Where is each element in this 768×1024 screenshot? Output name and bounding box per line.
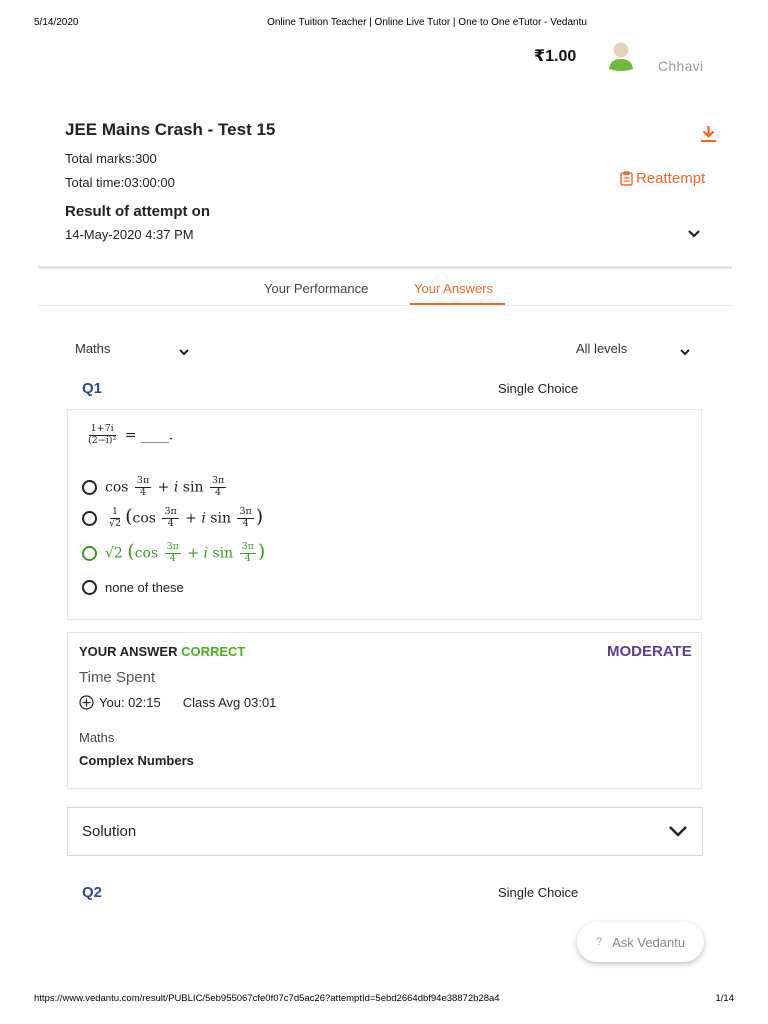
print-date: 5/14/2020 — [34, 17, 79, 28]
result-heading: Result of attempt on — [65, 203, 210, 220]
ask-vedantu-label: Ask Vedantu — [612, 934, 686, 950]
chevron-down-icon[interactable] — [668, 825, 688, 838]
clipboard-icon — [620, 171, 633, 186]
chevron-down-icon[interactable] — [679, 348, 691, 357]
subject-filter[interactable]: Maths — [75, 341, 111, 356]
section-divider — [38, 266, 732, 269]
time-spent-label: Time Spent — [79, 669, 156, 686]
test-title: JEE Mains Crash - Test 15 — [65, 120, 276, 139]
solution-label: Solution — [82, 823, 137, 840]
topic-label: Complex Numbers — [79, 753, 194, 768]
option-3-correct[interactable]: √2 (cos $\frac{3\pi}{4}$ + i sin $\frac{3\pi}{4}$ ) — [82, 542, 265, 565]
radio-button[interactable] — [82, 546, 97, 561]
your-answer-label: YOUR ANSWER — [79, 644, 178, 659]
reattempt-label: Reattempt — [636, 170, 706, 187]
difficulty-badge: MODERATE — [607, 643, 692, 660]
radio-button[interactable] — [82, 480, 97, 495]
question-number: Q1 — [82, 380, 103, 397]
question-type: Single Choice — [498, 381, 579, 396]
user-name[interactable]: Chhavi — [658, 58, 704, 74]
answer-status-badge: CORRECT — [181, 644, 246, 659]
download-icon[interactable] — [700, 125, 717, 143]
option-4[interactable] — [82, 580, 184, 595]
reattempt-button[interactable] — [620, 170, 705, 187]
print-page-title: Online Tuition Teacher | Online Live Tutor | One to One eTutor - Vedantu — [267, 17, 587, 28]
tab-your-performance[interactable]: Your Performance — [264, 281, 369, 296]
chevron-down-icon[interactable] — [686, 228, 702, 240]
print-url: https://www.vedantu.com/result/PUBLIC/5eb955067cfe0f07c7d5ac26?attemptId=5ebd2664dbf94e38872b28a4 — [34, 993, 500, 1004]
your-time: You: 02:15 — [99, 695, 161, 710]
option-1[interactable]: cos $\frac{3\pi}{4}$ + i sin $\frac{3\pi}{4}$ — [82, 476, 228, 499]
option-2[interactable]: $\frac{1}{√2}$ (cos $\frac{3\pi}{4}$ + i sin $\frac{3\pi}{4}$ ) — [82, 507, 263, 530]
class-average-time: Class Avg 03:01 — [182, 695, 277, 710]
plus-circle-icon — [79, 695, 94, 710]
question-type: Single Choice — [498, 885, 579, 900]
stem-numerator: 1+7i — [90, 423, 114, 434]
time-row — [79, 695, 276, 710]
tabs-divider — [38, 305, 732, 306]
stem-fraction — [86, 424, 118, 447]
question-number: Q2 — [82, 884, 103, 901]
tab-your-answers[interactable]: Your Answers — [414, 281, 494, 296]
result-date: 14-May-2020 4:37 PM — [65, 227, 194, 242]
avatar[interactable] — [606, 40, 636, 72]
option-4-label: none of these — [105, 580, 184, 595]
total-marks: Total marks:300 — [65, 151, 157, 166]
question-stem — [84, 424, 173, 447]
print-header — [0, 17, 768, 31]
your-answer-status — [79, 644, 245, 659]
stem-tail: = ____. — [124, 427, 174, 444]
radio-button[interactable] — [82, 580, 97, 595]
level-filter[interactable]: All levels — [576, 341, 628, 356]
solution-accordion[interactable] — [67, 807, 703, 856]
chevron-down-icon[interactable] — [178, 348, 190, 357]
total-time: Total time:03:00:00 — [65, 175, 175, 190]
question-mark-icon: ? — [595, 936, 603, 948]
print-page-number: 1/14 — [715, 993, 734, 1004]
ask-vedantu-button[interactable] — [577, 922, 704, 962]
stem-denominator: (2−i)² — [88, 434, 117, 446]
subject-label: Maths — [79, 730, 115, 745]
radio-button[interactable] — [82, 511, 97, 526]
wallet-balance[interactable]: ₹1.00 — [534, 48, 577, 65]
